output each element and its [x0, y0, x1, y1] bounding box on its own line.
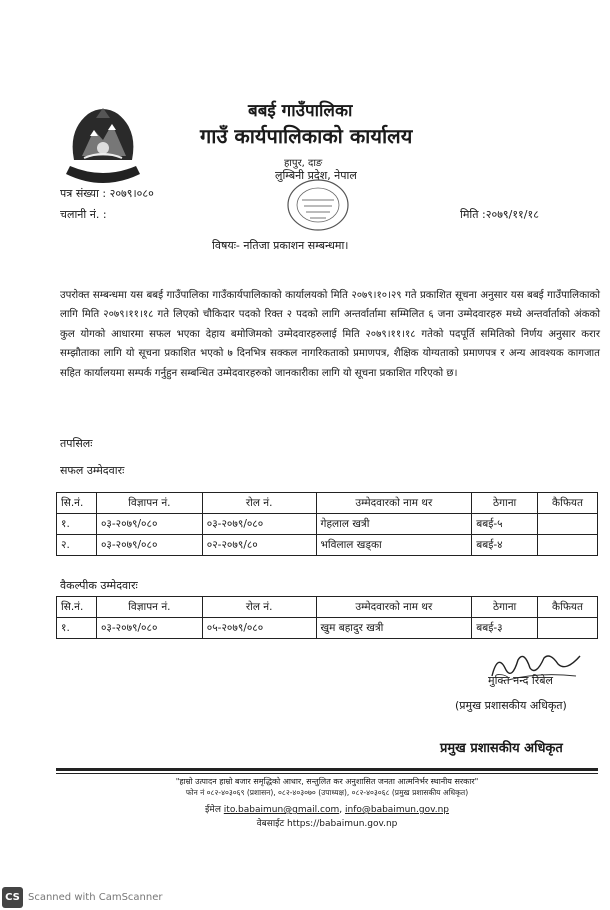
table-row	[57, 618, 598, 639]
letter-subject: विषयः- नतिजा प्रकाशन सम्बन्धमा।	[212, 239, 349, 252]
remarks-cell	[538, 618, 598, 639]
office-province: लुम्बिनी प्रदेश, नेपाल	[275, 169, 357, 182]
footer-phone: फोन नं ०८२-४०३०६९ (प्रशासन), ०८२-४०३०७० (उपाध्यक्ष), ०८२-४०३०६८ (प्रमुख प्रशासकीय अधिकृत)	[185, 788, 469, 797]
candidate-name-cell: भविलाल खड्का	[316, 535, 472, 556]
footer-slogan: "हाम्रो उत्पादन हाम्रो बजार समृद्धिको आधार, सन्तुलित कर अनुशासित जनता आत्मनिर्भर स्थानीय सरकार"	[175, 777, 479, 786]
footer-divider-thin	[56, 773, 598, 774]
header-cell: विज्ञापन नं.	[96, 597, 202, 618]
footer-website-line	[56, 816, 598, 829]
office-name: गाउँ कार्यपालिकाको कार्यालय	[200, 124, 413, 148]
successful-candidates-table	[56, 492, 598, 556]
remarks-cell	[538, 514, 598, 535]
header-cell: विज्ञापन नं.	[96, 493, 202, 514]
header-cell: रोल नं.	[202, 597, 316, 618]
header-cell: रोल नं.	[202, 493, 316, 514]
office-place: हापुर, दाङ	[284, 158, 323, 169]
serial-cell: १.	[57, 514, 97, 535]
table-row	[57, 535, 598, 556]
ad-number-cell: ०३-२०७९/०८०	[96, 618, 202, 639]
signatory-title: (प्रमुख प्रशासकीय अधिकृत)	[455, 699, 567, 712]
nepal-emblem-icon	[60, 100, 146, 186]
email-link-info[interactable]: info@babaimun.gov.np	[344, 805, 449, 815]
header-cell: सि.नं.	[57, 493, 97, 514]
serial-cell: २.	[57, 535, 97, 556]
footer-divider	[56, 768, 598, 771]
header-cell: उम्मेदवारको नाम थर	[316, 493, 472, 514]
header-cell: ठेगाना	[472, 493, 538, 514]
roll-number-cell: ०२-२०७९/८०	[202, 535, 316, 556]
header-cell: सि.नं.	[57, 597, 97, 618]
email-label: ईमेल	[205, 805, 221, 815]
website-label: वेबसाईट	[256, 819, 285, 829]
address-cell: बबई-४	[472, 535, 538, 556]
address-cell: बबई-५	[472, 514, 538, 535]
header-cell: उम्मेदवारको नाम थर	[316, 597, 472, 618]
details-label: तपसिलः	[60, 437, 93, 450]
website-link[interactable]: https://babaimun.gov.np	[287, 819, 398, 829]
header-cell: ठेगाना	[472, 597, 538, 618]
roll-number-cell: ०३-२०७९/०८०	[202, 514, 316, 535]
address-cell: बबई-३	[472, 618, 538, 639]
camscanner-logo: CS	[2, 887, 23, 908]
remarks-cell	[538, 535, 598, 556]
alternate-candidates-table	[56, 596, 598, 639]
office-stamp-icon	[286, 178, 350, 232]
alternate-candidates-title: वैकल्पीक उम्मेदवारः	[60, 579, 138, 592]
dispatch-number: चलानी नं. :	[60, 208, 107, 221]
signatory-name: मुक्ति नन्द रिबेल	[488, 674, 554, 687]
letter-body: उपरोक्त सम्बन्धमा यस बबई गाउँपालिका गाउँकार्यपालिकाको कार्यालयको मिति २०७९।१०।२९ गते प्रकाशित सूचना अनुसार यस बबई गाउँपालिकाको लागि मिति २०७९।११।१८ गते लिएको चौकिदार पदको रिक्त २ पदको लागि अन्तर्वार्तामा सम्मिलित ६ जना उम्मेदवारहरु मध्ये अन्तर्वार्ताको अंकको कुल योगको आधारमा सफल भएका देहाय बमोजिमको उम्मेदवारहरुलाई मिति २०७९।११।१८ गतेको पदपूर्ति समितिको निर्णय अनुसार करार सम्झौताका लागि यो सूचना प्रकाशित भएको ७ दिनभित्र सक्कल नागरिकताको प्रमाणपत्र, शैक्षिक योग्यताको प्रमाणपत्र र अन्य आवश्यक कागजात सहित कार्यालयमा सम्पर्क गर्नुहुन सम्बन्धित उम्मेदवारहरुको जानकारीका लागि यो सूचना प्रकाशित गरिएको छ।	[60, 290, 600, 379]
candidate-name-cell: खुम बहादुर खत्री	[316, 618, 472, 639]
municipality-name: बबई गाउँपालिका	[248, 101, 353, 121]
signatory-title-stamp: प्रमुख प्रशासकीय अधिकृत	[440, 741, 563, 756]
letter-date: मिति :२०७९/११/१८	[460, 208, 539, 221]
footer-email-line: ईमेल ito.babaimun@gmail.com, info@babaimun.gov.np	[205, 805, 449, 815]
roll-number-cell: ०५-२०७९/०८०	[202, 618, 316, 639]
ad-number-cell: ०३-२०७९/०८०	[96, 514, 202, 535]
camscanner-watermark: Scanned with CamScanner	[28, 892, 163, 903]
ref-number: पत्र संख्या : २०७९।०८०	[60, 187, 154, 200]
table-row	[57, 514, 598, 535]
header-cell: कैफियत	[538, 597, 598, 618]
serial-cell: १.	[57, 618, 97, 639]
ad-number-cell: ०३-२०७९/०८०	[96, 535, 202, 556]
candidate-name-cell: गेहलाल खत्री	[316, 514, 472, 535]
table-header-row	[57, 597, 598, 618]
email-link-ito[interactable]: ito.babaimun@gmail.com	[223, 805, 340, 815]
successful-candidates-title: सफल उम्मेदवारः	[60, 464, 125, 477]
header-cell: कैफियत	[538, 493, 598, 514]
table-header-row	[57, 493, 598, 514]
